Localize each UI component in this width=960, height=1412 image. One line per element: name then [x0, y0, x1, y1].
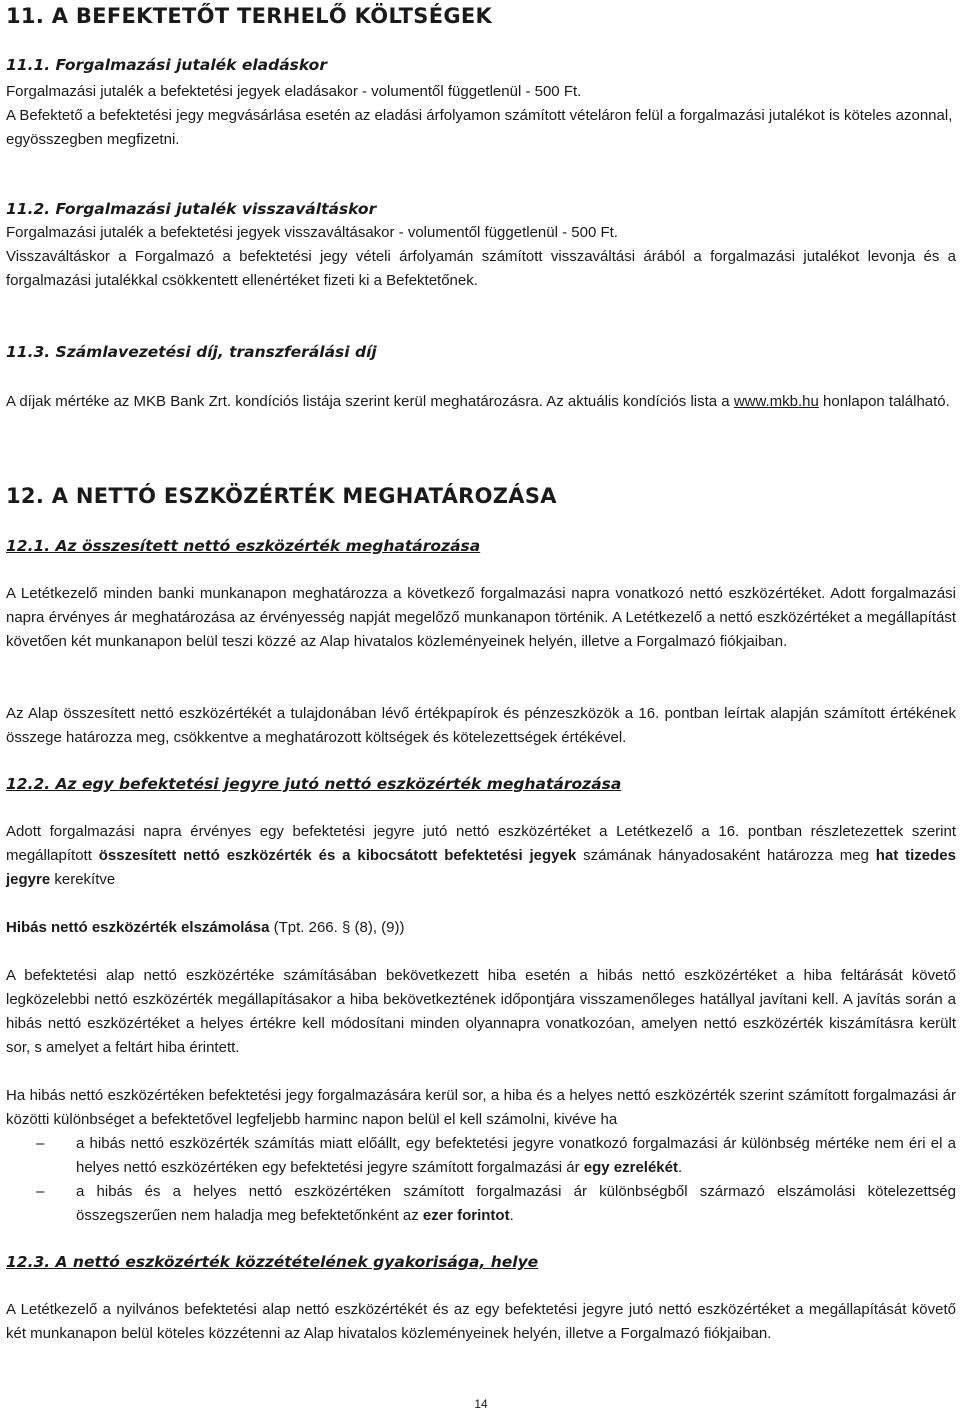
dash-bullet: – [36, 1135, 45, 1152]
list-item-text [76, 1132, 956, 1180]
section-11-2-text [6, 221, 956, 293]
error-correction-heading [6, 916, 956, 940]
section-11-1-text [6, 80, 956, 152]
paragraph: Forgalmazási jutalék a befektetési jegyek eladásakor - volumentől függetlenül - 500 Ft. [6, 83, 582, 100]
section-11-1-title: 11.1. Forgalmazási jutalék eladáskor [6, 56, 327, 74]
section-12-2-title: 12.2. Az egy befektetési jegyre jutó nettó eszközérték meghatározása [6, 775, 622, 793]
paragraph-text: a hibás nettó eszközérték számítás miatt előállt, egy befektetési jegyre vonatkozó forgalmazási ár különbség mértéke nem éri el a helyes nettó eszközértéken egy befektetési jegyre számított forgalmazási ár [76, 1135, 956, 1176]
bold-text: ezer forintot [422, 1207, 510, 1224]
paragraph-text: számának hányadosaként határozza meg [576, 847, 876, 864]
dash-bullet: – [36, 1183, 45, 1200]
section-11-3-title: 11.3. Számlavezetési díj, transzferálási díj [6, 343, 377, 361]
error-correction-para-2: Ha hibás nettó eszközértéken befektetési jegy forgalmazására kerül sor, a hiba és a helyes nettó eszközérték szerint számított forgalmazási ár közötti különbséget a befektetővel legfeljebb harminc napon belül el kell számolni, kivéve ha [6, 1087, 956, 1128]
legal-reference: (Tpt. 266. § (8), (9)) [269, 919, 405, 936]
paragraph-text: . [678, 1159, 683, 1176]
section-11-3-text [6, 390, 956, 414]
bold-text: összesített nettó eszközérték és a kibocsátott befektetési jegyek [98, 847, 577, 864]
list-item-text [76, 1180, 956, 1228]
section-12-3-title: 12.3. A nettó eszközérték közzétételének gyakorisága, helye [6, 1253, 539, 1271]
section-12-1-title: 12.1. Az összesített nettó eszközérték meghatározása [6, 537, 481, 555]
paragraph-text: Adott forgalmazási napra érvényes egy befektetési jegyre jutó nettó eszközértéket a Letétkezelő a 16. pontban részletezettek szerint megállapított [6, 823, 956, 864]
paragraph: Forgalmazási jutalék a befektetési jegyek visszaváltásakor - volumentől függetlenül - 500 Ft. [6, 224, 618, 241]
paragraph: Visszaváltáskor a Forgalmazó a befektetési jegy vételi árfolyamán számított visszaváltási árából a forgalmazási jutalékot levonja és a forgalmazási jutalékkal csökkentett ellenértéket fizeti ki a Befektetőnek. [6, 248, 956, 289]
paragraph-text: . [509, 1207, 514, 1224]
paragraph-text: A díjak mértéke az MKB Bank Zrt. kondíciós listája szerint kerül meghatározásra. Az aktuális kondíciós lista a [6, 393, 734, 410]
section-12-2-para [6, 820, 956, 892]
section-12-title: 12. A NETTÓ ESZKÖZÉRTÉK MEGHATÁROZÁSA [6, 484, 557, 508]
mkb-website-link[interactable]: www.mkb.hu [733, 393, 819, 410]
bold-text: egy ezrelékét [583, 1159, 678, 1176]
bold-text: hat tizedes jegyre [6, 847, 956, 888]
section-12-1-para-1: A Letétkezelő minden banki munkanapon meghatározza a következő forgalmazási napra vonatkozó nettó eszközértéket. Adott forgalmazási napra érvényes ár meghatározása az érvényesség napját megelőző munkanapon történik. A Letétkezelő a nettó eszközértéket a megállapítást követően két munkanapon belül teszi közzé az Alap hivatalos közleményeinek helyén, illetve a Forgalmazó fiókjaiban. [6, 585, 956, 650]
section-11-2-title: 11.2. Forgalmazási jutalék visszaváltáskor [6, 200, 377, 218]
section-11-title: 11. A BEFEKTETŐT TERHELŐ KÖLTSÉGEK [6, 4, 493, 28]
page-number: 14 [474, 1397, 488, 1411]
paragraph-text: kerekítve [50, 871, 116, 888]
paragraph-text: a hibás és a helyes nettó eszközértéken számított forgalmazási ár különbségből származó elszámolási kötelezettség összegszerűen nem haladja meg befektetőnként az [76, 1183, 956, 1224]
section-12-3-para: A Letétkezelő a nyilvános befektetési alap nettó eszközértékét és az egy befektetési jegyre jutó nettó eszközértéket a megállapítását követő két munkanapon belül köteles közzétenni az Alap hivatalos közleményeinek helyén, illetve a Forgalmazó fiókjaiban. [6, 1301, 956, 1342]
paragraph-text: honlapon található. [818, 393, 950, 410]
bold-text: Hibás nettó eszközérték elszámolása [6, 919, 270, 936]
error-correction-para-1: A befektetési alap nettó eszközértéke számításában bekövetkezett hiba esetén a hibás nettó eszközértéket a hiba feltárását követő legközelebbi nettó eszközérték megállapításakor a hiba bekövetkeztének időpontjára visszamenőleges hatállyal javítani kell. A javítás során a hibás nettó eszközértéket a helyes értékre kell módosítani minden olyannapra vonatkozóan, amelyen nettó eszközérték kiszámításra került sor, s amelyet a feltárt hiba érintett. [6, 967, 956, 1056]
paragraph: A Befektető a befektetési jegy megvásárlása esetén az eladási árfolyamon számított vételáron felül a forgalmazási jutalékot is köteles azonnal, egyösszegben megfizetni. [6, 107, 953, 148]
section-12-1-para-2: Az Alap összesített nettó eszközértékét a tulajdonában lévő értékpapírok és pénzeszközök a 16. pontban leírtak alapján számított értékének összege határozza meg, csökkentve a meghatározott költségek és kötelezettségek értékével. [6, 705, 956, 746]
